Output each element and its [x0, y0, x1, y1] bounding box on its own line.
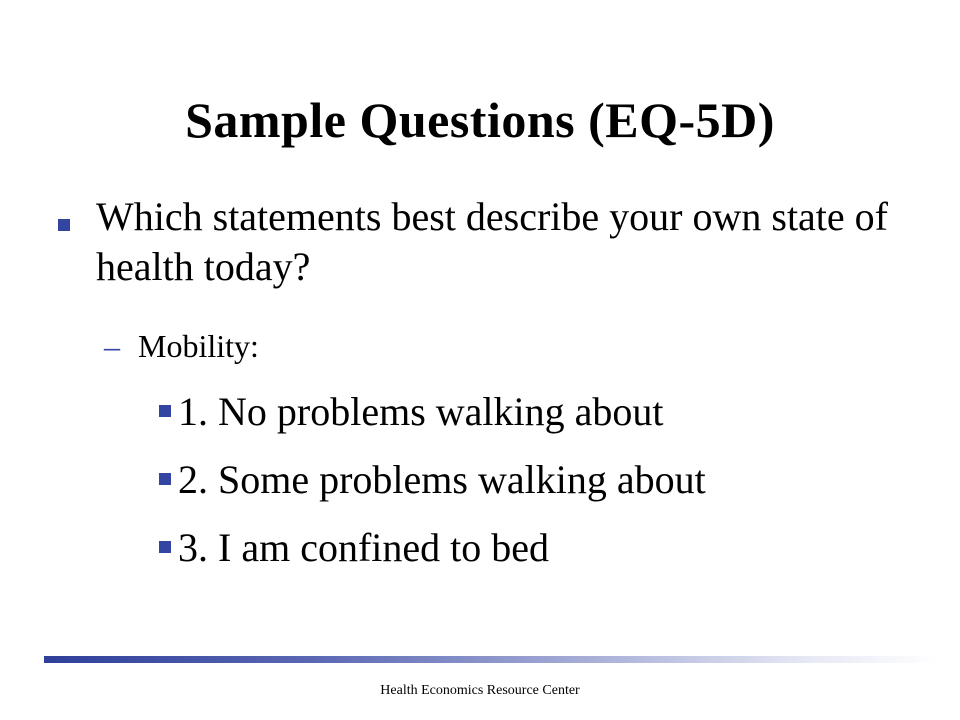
small-square-bullet-icon — [159, 473, 171, 485]
small-square-bullet-icon — [159, 541, 171, 553]
question-bullet — [96, 192, 916, 292]
square-bullet-icon — [58, 219, 70, 231]
option-item — [178, 524, 549, 572]
option-text: 2. Some problems walking about — [178, 457, 706, 502]
option-item — [178, 456, 706, 504]
subheading-bullet — [104, 326, 259, 366]
footer-text: Health Economics Resource Center — [380, 683, 580, 698]
slide-title: Sample Questions (EQ-5D) — [185, 92, 775, 148]
dash-icon: – — [104, 328, 120, 364]
option-item — [178, 388, 664, 436]
option-text: 1. No problems walking about — [178, 389, 664, 434]
small-square-bullet-icon — [159, 405, 171, 417]
question-text: Which statements best describe your own state of health today? — [96, 194, 888, 289]
footer-divider — [44, 656, 940, 663]
subheading-text: Mobility: — [138, 328, 259, 364]
option-text: 3. I am confined to bed — [178, 525, 549, 570]
